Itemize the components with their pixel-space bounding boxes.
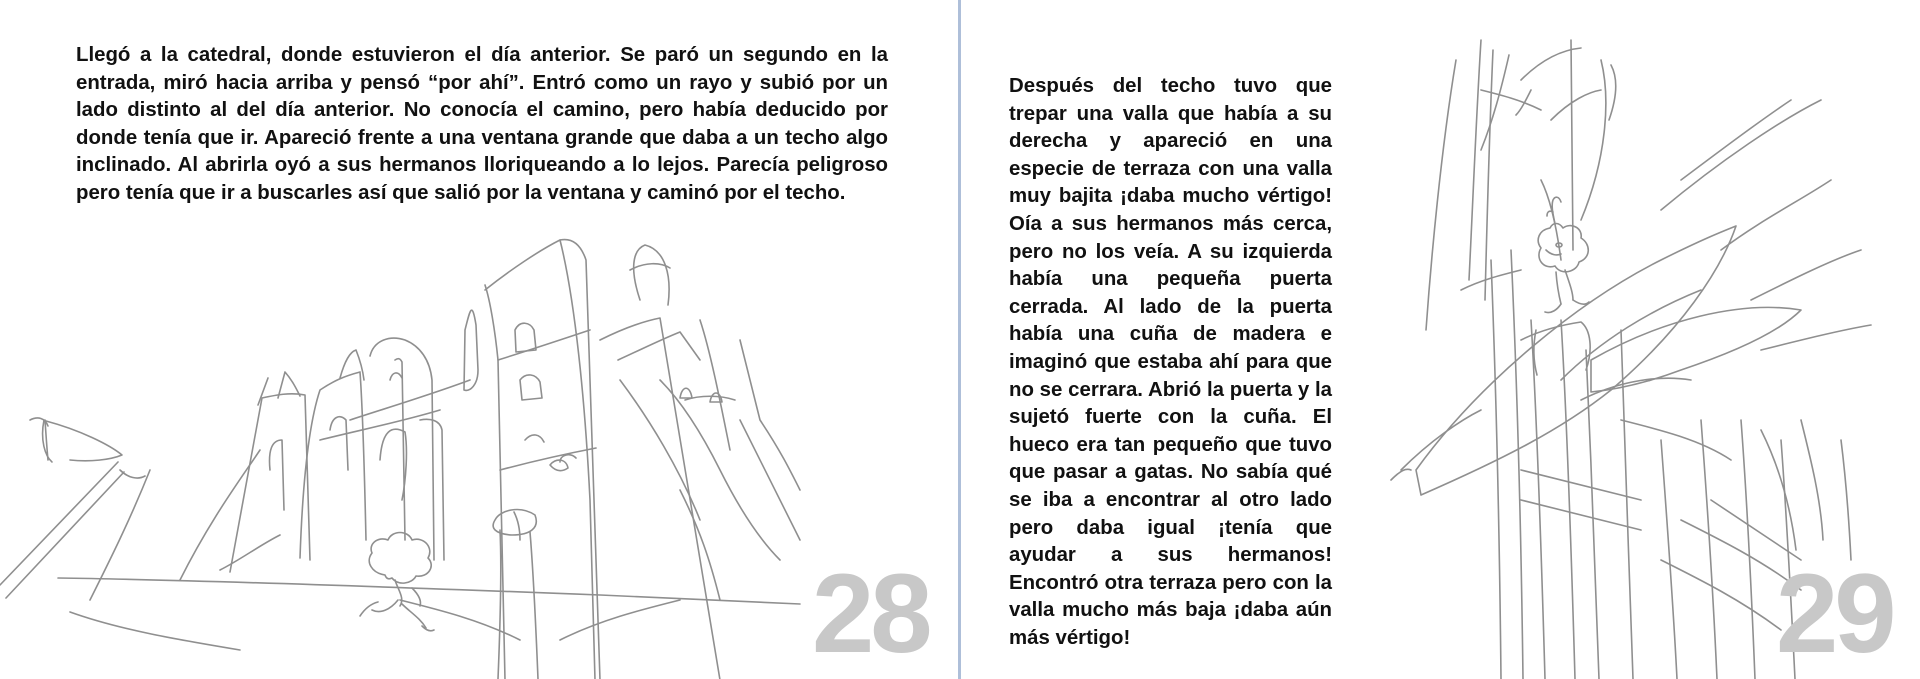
page-number-29: 29 — [1776, 551, 1893, 676]
page-28 — [0, 0, 959, 679]
page-29 — [961, 0, 1920, 679]
page-number-28: 28 — [812, 551, 929, 676]
page-29-text: Después del techo tuvo que trepar una valla que había a su derecha y apareció en una especie de terraza con una valla muy bajita ¡daba mucho vértigo! Oía a sus hermanos más cerca, pero no los veía. A su izquierda había una pequeña puerta cerrada. Al lado de la puerta había una cuña de madera e imaginó que estaba ahí para que no se cerrara. Abrió la puerta y la sujetó fuerte con la cuña. El hueco era tan pequeño que tuvo que pasar a gatas. No sabía qué se iba a encontrar al otro lado pero daba igual ¡tenía que ayudar a sus hermanos! Encontró otra terraza pero con la valla mucho más baja ¡daba aún más vértigo! — [1009, 75, 1332, 649]
page-28-text: Llegó a la catedral, donde estuvieron el día anterior. Se paró un segundo en la entrada, miró hacia arriba y pensó “por ahí”. Entró como un rayo y subió por un lado distinto al del día anterior. No conocía el camino, pero había deducido por donde tenía que ir. Apareció frente a una ventana grande que daba a un techo algo inclinado. Al abrirla oyó a sus hermanos lloriqueando a lo lejos. Parecía peligroso pero tenía que ir a buscarles así que salió por la ventana y caminó por el techo. — [76, 44, 888, 204]
